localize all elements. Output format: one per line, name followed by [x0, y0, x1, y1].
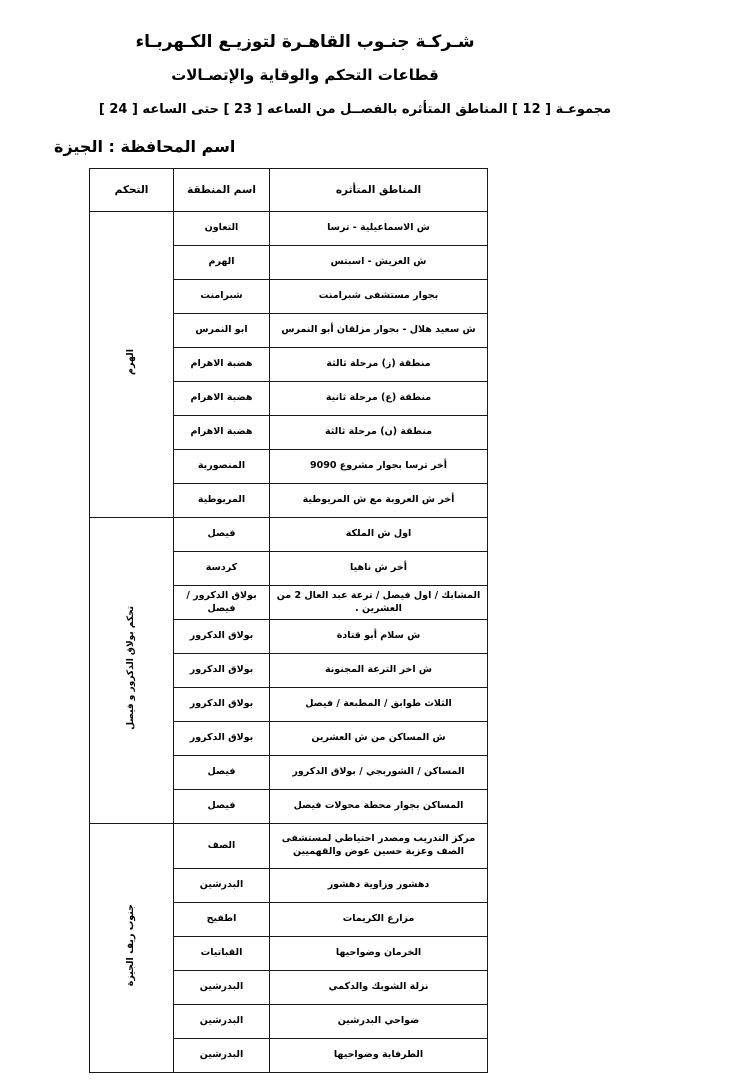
affected-areas-table [89, 168, 488, 1073]
cell-zone: فيصل [174, 518, 270, 552]
cell-zone: فيصل [174, 756, 270, 790]
cell-zone: ابو النمرس [174, 314, 270, 348]
cell-control [90, 824, 174, 1073]
cell-zone: بولاق الدكرور [174, 654, 270, 688]
cell-areas: منطقة (ز) مرحلة ثالثة [270, 348, 488, 382]
sector-title: قطاعات التحكم والوقاية والإتصـالات [171, 66, 439, 84]
control-label: جنوب ريف الجيزة [125, 904, 137, 987]
cell-areas: نزلة الشوبك والدكمي [270, 971, 488, 1005]
cell-zone: بولاق الدكرور [174, 688, 270, 722]
cell-zone: المريوطية [174, 484, 270, 518]
cell-areas: منطقة (ن) مرحلة ثالثة [270, 416, 488, 450]
cell-zone: بولاق الدكرور / فيصل [174, 586, 270, 620]
group-subtitle: مجموعـة [ 12 ] المناطق المتأثره بالفصــل من الساعه [ 23 ] حتى الساعه [ 24 ] [98, 102, 612, 117]
cell-areas: الطرفاية وضواحيها [270, 1039, 488, 1073]
table-body [90, 212, 488, 1073]
cell-areas: المساكن بجوار محطة محولات فيصل [270, 790, 488, 824]
document-header [0, 32, 750, 156]
cell-zone: بولاق الدكرور [174, 620, 270, 654]
header-control: التحكم [90, 169, 174, 212]
document-page [0, 32, 750, 1092]
cell-zone: هضبة الاهرام [174, 348, 270, 382]
cell-zone: الهرم [174, 246, 270, 280]
table-row [90, 824, 488, 869]
cell-areas: الثلاث طوابق / المطبعة / فيصل [270, 688, 488, 722]
cell-areas: ش سعيد هلال - بجوار مزلقان أبو النمرس [270, 314, 488, 348]
cell-areas: الخرمان وضواحيها [270, 937, 488, 971]
cell-areas: ش الاسماعيلية - ترسا [270, 212, 488, 246]
table-row [90, 212, 488, 246]
cell-zone: الصف [174, 824, 270, 869]
cell-zone: هضبة الاهرام [174, 416, 270, 450]
cell-areas: ش العريش - اسبتس [270, 246, 488, 280]
cell-areas: ضواحي البدرشين [270, 1005, 488, 1039]
cell-control [90, 212, 174, 518]
cell-areas: منطقة (ع) مرحلة ثانية [270, 382, 488, 416]
header-zone: اسم المنطقة [174, 169, 270, 212]
cell-areas: مزارع الكريمات [270, 903, 488, 937]
cell-zone: بولاق الدكرور [174, 722, 270, 756]
cell-zone: القباتيات [174, 937, 270, 971]
cell-areas: مركز التدريب ومصدر احتياطي لمستشفى الصف وعزبة حسين عوض والقهميين [270, 824, 488, 869]
cell-zone: هضبة الاهرام [174, 382, 270, 416]
cell-areas: أخر ش ناهيا [270, 552, 488, 586]
governorate-line: اسم المحافظة : الجيزة [54, 137, 236, 156]
table-row [90, 518, 488, 552]
cell-zone: كردسة [174, 552, 270, 586]
cell-areas: المشابك / اول فيصل / ترعة عبد العال 2 من العشرين . [270, 586, 488, 620]
cell-areas: بجوار مستشفى شبرامنت [270, 280, 488, 314]
cell-areas: ش سلام أبو قتادة [270, 620, 488, 654]
cell-areas: اول ش الملكة [270, 518, 488, 552]
cell-areas: أخر ترسا بجوار مشروع 9090 [270, 450, 488, 484]
cell-areas: المساكن / الشوربجي / بولاق الدكرور [270, 756, 488, 790]
cell-zone: فيصل [174, 790, 270, 824]
cell-areas: دهشور وزاوية دهشور [270, 869, 488, 903]
control-label: تحكم بولاق الدكرور و فيصل [126, 606, 137, 730]
affected-areas-table-wrap [90, 168, 488, 1073]
cell-zone: البدرشين [174, 1039, 270, 1073]
cell-zone: التعاون [174, 212, 270, 246]
cell-zone: البدرشين [174, 1005, 270, 1039]
cell-areas: ش اخر الترعة المجنونة [270, 654, 488, 688]
cell-zone: شبرامنت [174, 280, 270, 314]
cell-zone: المنصورية [174, 450, 270, 484]
cell-zone: البدرشين [174, 869, 270, 903]
header-areas: المناطق المتأثره [270, 169, 488, 212]
cell-zone: اطفيح [174, 903, 270, 937]
cell-areas: ش المساكن من ش العشرين [270, 722, 488, 756]
company-title: شـركـة جنـوب القاهـرة لتوزيـع الكـهربـاء [135, 32, 475, 52]
cell-zone: البدرشين [174, 971, 270, 1005]
cell-areas: أخر ش العروبة مع ش المريوطية [270, 484, 488, 518]
table-header-row [90, 169, 488, 212]
cell-control [90, 518, 174, 824]
control-label: الهرم [125, 349, 137, 376]
